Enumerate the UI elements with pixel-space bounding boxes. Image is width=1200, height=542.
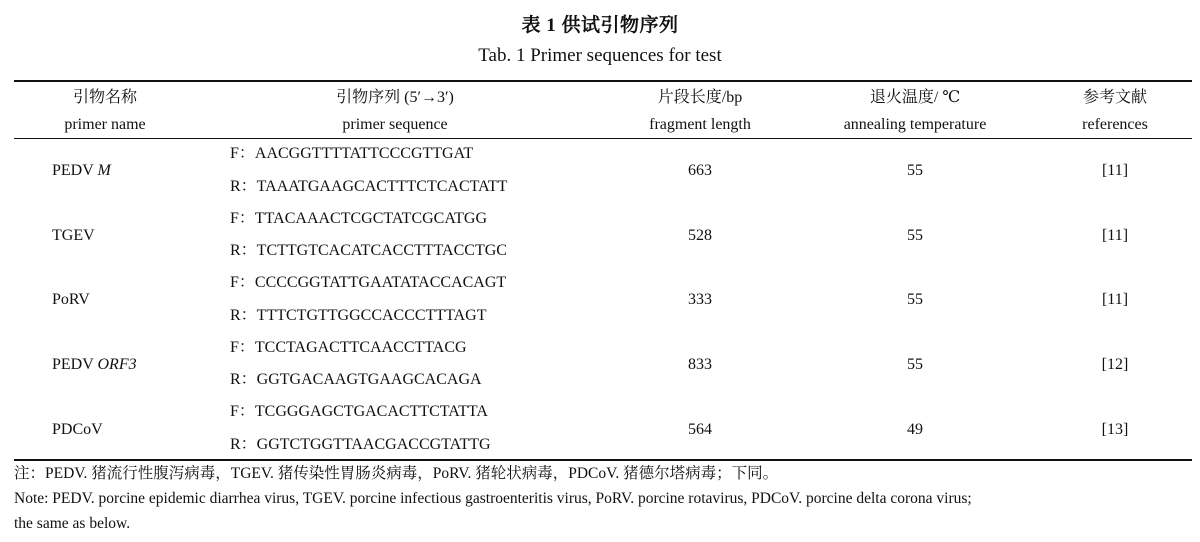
header-primer-name-cn: 引物名称 xyxy=(72,89,137,106)
row-reference: [11] xyxy=(1101,162,1129,179)
header-references-cn: 参考文献 xyxy=(1082,89,1147,106)
row-forward-primer: F：CCCCGGTATTGAATATACCACAGT xyxy=(230,274,507,291)
table-title-cn: 表 1 供试引物序列 xyxy=(521,15,679,36)
row-reverse-primer: R：GGTGACAAGTGAAGCACAGA xyxy=(230,371,482,388)
row-fragment-length: 833 xyxy=(688,356,712,373)
row-reference: [12] xyxy=(1101,356,1129,373)
row-annealing-temperature: 49 xyxy=(907,421,923,438)
header-annealing-temperature xyxy=(815,84,1015,138)
header-fragment-length-en: fragment length xyxy=(649,116,751,133)
row-reverse-primer: R：TTTCTGTTGGCCACCCTTTAGT xyxy=(230,307,487,324)
row-fragment-length: 663 xyxy=(688,162,712,179)
row-primer-name: TGEV xyxy=(52,227,95,244)
row-primer-name: PEDV M xyxy=(52,162,111,179)
row-reference: [11] xyxy=(1101,291,1129,308)
row-reference: [11] xyxy=(1101,227,1129,244)
row-forward-primer: F：TTACAAACTCGCTATCGCATGG xyxy=(230,210,488,227)
header-fragment-length xyxy=(620,84,780,138)
header-rule xyxy=(14,138,1192,139)
table-note-cn: 注：PEDV. 猪流行性腹泻病毒，TGEV. 猪传染性胃肠炎病毒，PoRV. 猪轮状病毒，PDCoV. 猪德尔塔病毒；下同。 xyxy=(14,465,779,482)
row-fragment-length: 528 xyxy=(688,227,712,244)
header-annealing-temperature-cn: 退火温度/ ℃ xyxy=(869,89,961,106)
row-primer-name: PoRV xyxy=(52,291,90,308)
row-fragment-length: 564 xyxy=(688,421,712,438)
header-annealing-temperature-en: annealing temperature xyxy=(843,116,987,133)
row-annealing-temperature: 55 xyxy=(907,162,923,179)
header-references-en: references xyxy=(1082,116,1148,133)
table-note-en: Note: PEDV. porcine epidemic diarrhea virus, TGEV. porcine infectious gastroenteritis virus, PoRV. porcine rotavirus, PDCoV. porcine delta corona virus; xyxy=(14,490,972,507)
row-annealing-temperature: 55 xyxy=(907,356,923,373)
row-annealing-temperature: 55 xyxy=(907,227,923,244)
row-reference: [13] xyxy=(1101,421,1129,438)
row-annealing-temperature: 55 xyxy=(907,291,923,308)
table-note-en-continued: the same as below. xyxy=(14,515,131,532)
header-primer-name-en: primer name xyxy=(64,116,146,133)
row-reverse-primer: R：TAAATGAAGCACTTTCTCACTATT xyxy=(230,178,508,195)
header-primer-sequence xyxy=(300,84,490,138)
header-references xyxy=(1055,84,1175,138)
header-fragment-length-cn: 片段长度/bp xyxy=(657,89,743,106)
row-forward-primer: F：AACGGTTTTATTCCCGTTGAT xyxy=(230,145,474,162)
row-forward-primer: F：TCGGGAGCTGACACTTCTATTA xyxy=(230,403,488,420)
row-forward-primer: F：TCCTAGACTTCAACCTTACG xyxy=(230,339,467,356)
row-fragment-length: 333 xyxy=(688,291,712,308)
row-reverse-primer: R：GGTCTGGTTAACGACCGTATTG xyxy=(230,436,491,453)
header-primer-sequence-en: primer sequence xyxy=(342,116,448,133)
header-primer-name xyxy=(40,84,170,138)
header-primer-sequence-cn: 引物序列 (5′→3′) xyxy=(336,89,454,106)
row-primer-name: PDCoV xyxy=(52,421,103,438)
top-rule xyxy=(14,80,1192,82)
row-reverse-primer: R：TCTTGTCACATCACCTTTACCTGC xyxy=(230,242,507,259)
table-title-en: Tab. 1 Primer sequences for test xyxy=(478,45,722,66)
bottom-rule xyxy=(14,459,1192,461)
row-primer-name: PEDV ORF3 xyxy=(52,356,137,373)
